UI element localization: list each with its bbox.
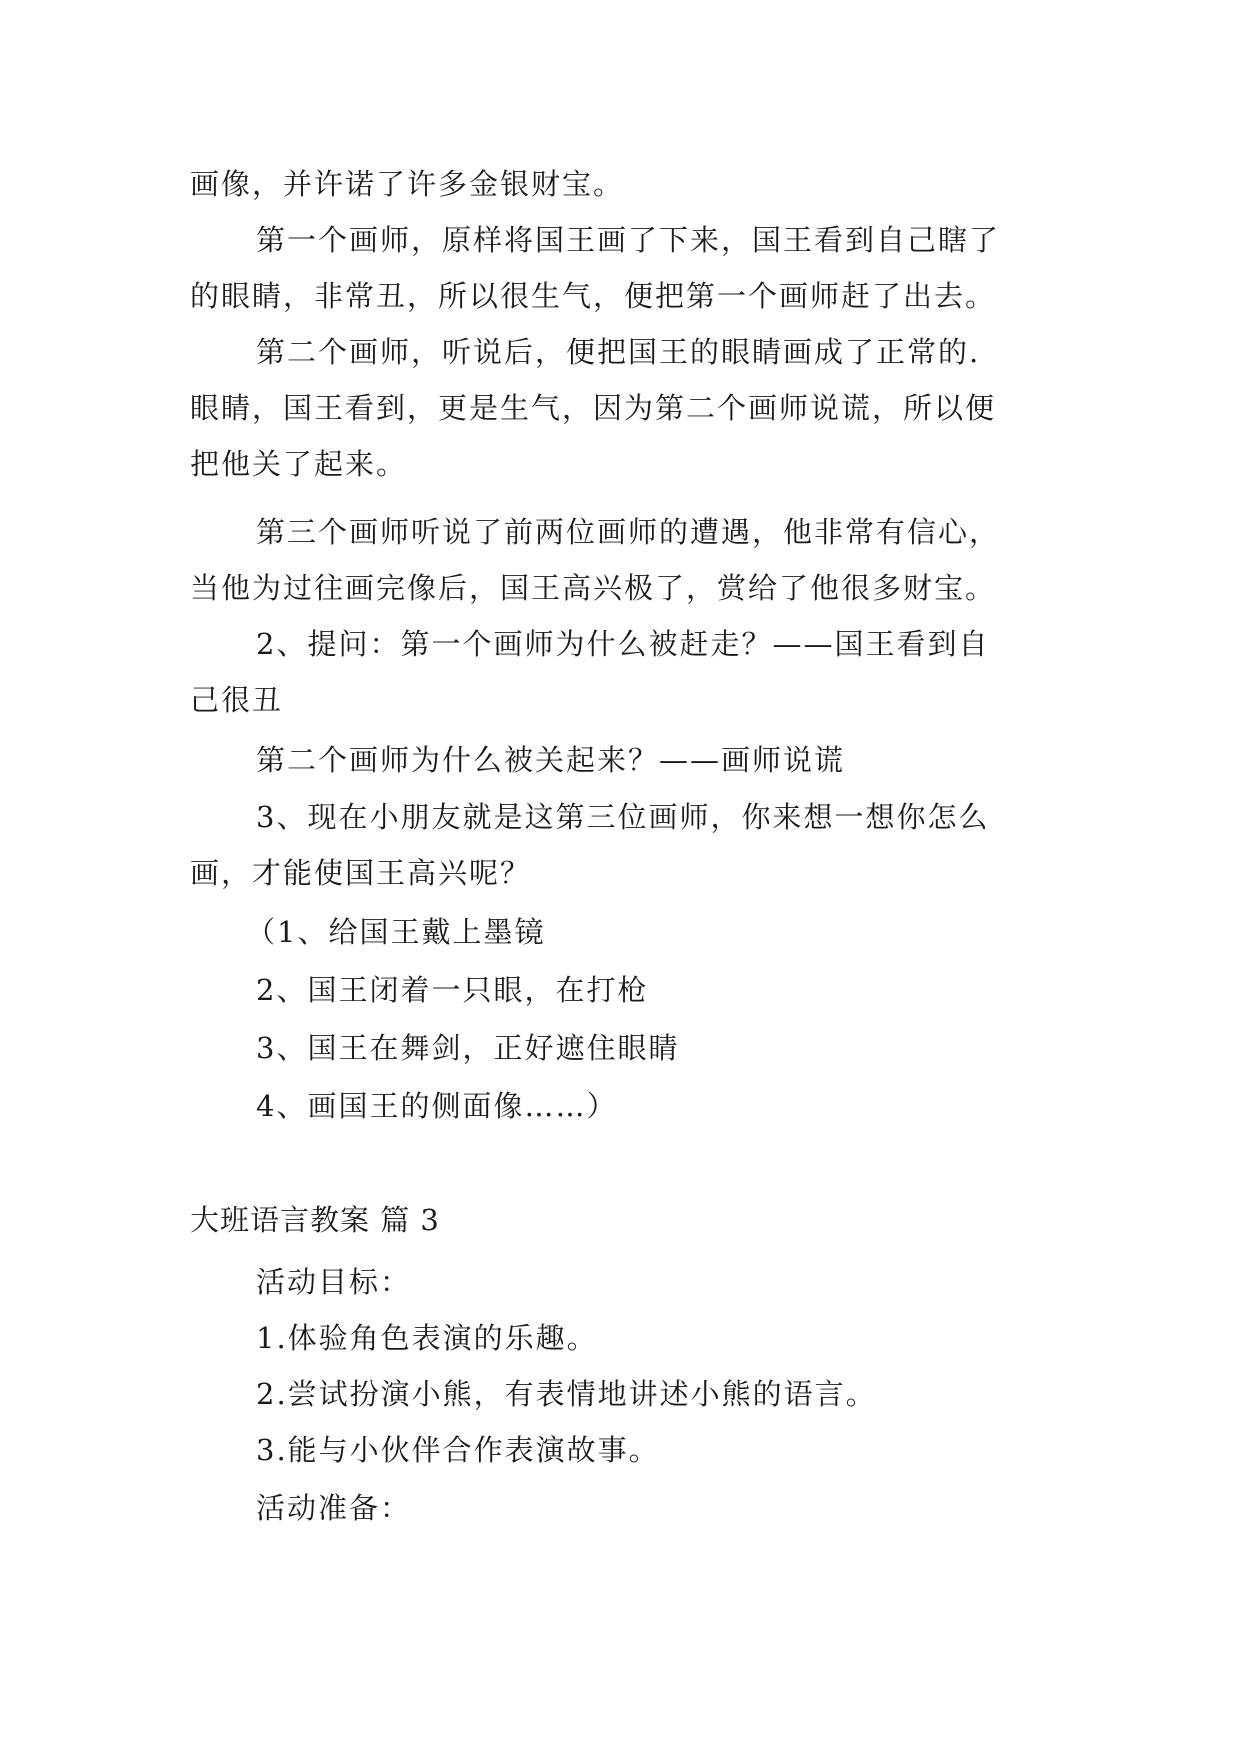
- paragraph-line: 当他为过往画完像后，国王高兴极了，赏给了他很多财宝。: [190, 571, 997, 605]
- goal-item: 2.尝试扮演小熊，有表情地讲述小熊的语言。: [256, 1377, 877, 1411]
- goal-item: 3.能与小伙伴合作表演故事。: [256, 1433, 660, 1467]
- answer-item: （1、给国王戴上墨镜: [246, 915, 546, 949]
- goal-label: 活动目标：: [256, 1265, 412, 1299]
- paragraph-line: 第二个画师，听说后，便把国王的眼睛画成了正常的.: [256, 335, 981, 369]
- question-line: 己很丑: [190, 683, 284, 717]
- question-line: 3、现在小朋友就是这第三位画师，你来想一想你怎么: [256, 800, 990, 834]
- paragraph-line: 眼睛，国王看到，更是生气，因为第二个画师说谎，所以便: [190, 391, 997, 425]
- section-title: 大班语言教案 篇 3: [190, 1203, 440, 1237]
- question-line: 画，才能使国王高兴呢？: [190, 856, 532, 890]
- answer-item: 3、国王在舞剑，正好遮住眼睛: [256, 1031, 680, 1065]
- paragraph-line: 第一个画师，原样将国王画了下来，国王看到自己瞎了: [256, 223, 1001, 257]
- answer-item: 4、画国王的侧面像……）: [256, 1089, 618, 1123]
- paragraph-line: 画像，并许诺了许多金银财宝。: [190, 167, 625, 201]
- question-line: 2、提问：第一个画师为什么被赶走？——国王看到自: [256, 627, 990, 661]
- paragraph-line: 把他关了起来。: [190, 447, 408, 481]
- paragraph-line: 的眼睛，非常丑，所以很生气，便把第一个画师赶了出去。: [190, 279, 997, 313]
- question-line: 第二个画师为什么被关起来？——画师说谎: [256, 743, 846, 777]
- prep-label: 活动准备：: [256, 1491, 412, 1525]
- paragraph-line: 第三个画师听说了前两位画师的遭遇，他非常有信心，: [256, 515, 1001, 549]
- goal-item: 1.体验角色表演的乐趣。: [256, 1321, 598, 1355]
- answer-item: 2、国王闭着一只眼，在打枪: [256, 973, 649, 1007]
